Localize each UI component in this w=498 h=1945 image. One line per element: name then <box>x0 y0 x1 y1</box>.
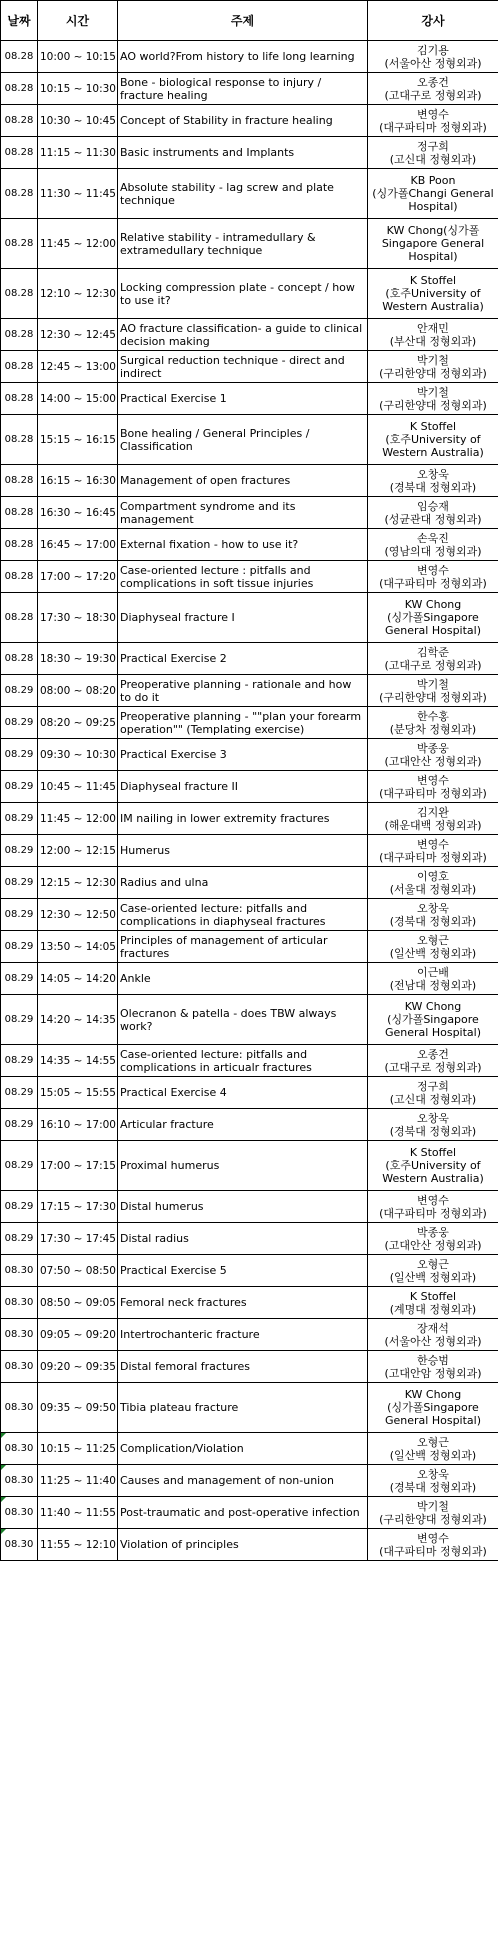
lecturer-cell: 박기철 (구리한양대 정형외과) <box>368 1497 498 1529</box>
lecturer-cell: 정구희 (고신대 정형외과) <box>368 1077 498 1109</box>
table-row <box>1 1109 498 1141</box>
time-cell: 17:30 ~ 17:45 <box>38 1223 118 1255</box>
table-row <box>1 835 498 867</box>
lecturer-cell: 손욱진 (영남의대 정형외과) <box>368 529 498 561</box>
time-cell: 14:35 ~ 14:55 <box>38 1045 118 1077</box>
header-topic: 주제 <box>118 1 368 41</box>
date-cell: 08.29 <box>1 771 38 803</box>
table-row <box>1 1383 498 1433</box>
lecturer-cell: KW Chong (싱가폴Singapore General Hospital) <box>368 1383 498 1433</box>
lecturer-cell: KW Chong (싱가폴Singapore General Hospital) <box>368 593 498 643</box>
time-cell: 12:00 ~ 12:15 <box>38 835 118 867</box>
date-cell: 08.29 <box>1 1045 38 1077</box>
lecturer-cell: K Stoffel (호주University of Western Australia) <box>368 415 498 465</box>
table-body <box>1 41 498 1561</box>
table-row <box>1 771 498 803</box>
lecturer-cell: K Stoffel (호주University of Western Australia) <box>368 269 498 319</box>
time-cell: 15:05 ~ 15:55 <box>38 1077 118 1109</box>
table-header <box>1 1 498 41</box>
time-cell: 17:00 ~ 17:15 <box>38 1141 118 1191</box>
topic-cell: Absolute stability - lag screw and plate technique <box>118 169 368 219</box>
lecturer-cell: 김학준 (고대구로 정형외과) <box>368 643 498 675</box>
topic-cell: Intertrochanteric fracture <box>118 1319 368 1351</box>
table-row <box>1 1223 498 1255</box>
time-cell: 08:00 ~ 08:20 <box>38 675 118 707</box>
date-cell: 08.29 <box>1 835 38 867</box>
lecturer-cell: KW Chong (싱가폴Singapore General Hospital) <box>368 995 498 1045</box>
time-cell: 11:40 ~ 11:55 <box>38 1497 118 1529</box>
date-cell: 08.30 <box>1 1433 38 1465</box>
topic-cell: Practical Exercise 2 <box>118 643 368 675</box>
time-cell: 12:10 ~ 12:30 <box>38 269 118 319</box>
table-row <box>1 137 498 169</box>
time-cell: 09:20 ~ 09:35 <box>38 1351 118 1383</box>
topic-cell: AO world?From history to life long learning <box>118 41 368 73</box>
time-cell: 12:30 ~ 12:50 <box>38 899 118 931</box>
table-row <box>1 465 498 497</box>
table-row <box>1 319 498 351</box>
topic-cell: Post-traumatic and post-operative infection <box>118 1497 368 1529</box>
lecturer-cell: 안재민 (부산대 정형외과) <box>368 319 498 351</box>
time-cell: 11:45 ~ 12:00 <box>38 803 118 835</box>
date-cell: 08.29 <box>1 867 38 899</box>
time-cell: 11:15 ~ 11:30 <box>38 137 118 169</box>
time-cell: 12:30 ~ 12:45 <box>38 319 118 351</box>
topic-cell: Relative stability - intramedullary & extramedullary technique <box>118 219 368 269</box>
table-row <box>1 1077 498 1109</box>
date-cell: 08.28 <box>1 137 38 169</box>
header-time: 시간 <box>38 1 118 41</box>
lecturer-cell: 한승범 (고대안암 정형외과) <box>368 1351 498 1383</box>
date-cell: 08.29 <box>1 1191 38 1223</box>
topic-cell: Ankle <box>118 963 368 995</box>
cell-comment-marker <box>1 1433 6 1438</box>
time-cell: 16:10 ~ 17:00 <box>38 1109 118 1141</box>
lecturer-cell: K Stoffel (계명대 정형외과) <box>368 1287 498 1319</box>
date-cell: 08.30 <box>1 1465 38 1497</box>
table-row <box>1 1319 498 1351</box>
table-row <box>1 529 498 561</box>
topic-cell: External fixation - how to use it? <box>118 529 368 561</box>
topic-cell: Violation of principles <box>118 1529 368 1561</box>
table-row <box>1 739 498 771</box>
date-cell: 08.29 <box>1 995 38 1045</box>
topic-cell: Locking compression plate - concept / how to use it? <box>118 269 368 319</box>
table-row <box>1 415 498 465</box>
lecturer-cell: 변영수 (대구파티마 정형외과) <box>368 835 498 867</box>
date-cell: 08.29 <box>1 963 38 995</box>
time-cell: 15:15 ~ 16:15 <box>38 415 118 465</box>
topic-cell: Concept of Stability in fracture healing <box>118 105 368 137</box>
topic-cell: Diaphyseal fracture II <box>118 771 368 803</box>
date-cell: 08.29 <box>1 803 38 835</box>
date-cell: 08.28 <box>1 351 38 383</box>
topic-cell: Bone healing / General Principles / Classification <box>118 415 368 465</box>
table-row <box>1 643 498 675</box>
table-row <box>1 1141 498 1191</box>
table-row <box>1 1287 498 1319</box>
lecturer-cell: 박종웅 (고대안산 정형외과) <box>368 1223 498 1255</box>
topic-cell: AO fracture classification- a guide to clinical decision making <box>118 319 368 351</box>
table-row <box>1 497 498 529</box>
lecturer-cell: 한수홍 (분당차 정형외과) <box>368 707 498 739</box>
table-row <box>1 899 498 931</box>
date-cell: 08.29 <box>1 1109 38 1141</box>
date-cell: 08.30 <box>1 1497 38 1529</box>
table-row <box>1 707 498 739</box>
date-cell: 08.28 <box>1 643 38 675</box>
date-cell: 08.28 <box>1 465 38 497</box>
lecturer-cell: 김기용 (서울아산 정형외과) <box>368 41 498 73</box>
lecturer-cell: 오창욱 (경북대 정형외과) <box>368 465 498 497</box>
time-cell: 18:30 ~ 19:30 <box>38 643 118 675</box>
lecturer-cell: 김지완 (해운대백 정형외과) <box>368 803 498 835</box>
date-cell: 08.28 <box>1 593 38 643</box>
topic-cell: Articular fracture <box>118 1109 368 1141</box>
topic-cell: Case-oriented lecture: pitfalls and complications in articualr fractures <box>118 1045 368 1077</box>
date-cell: 08.30 <box>1 1351 38 1383</box>
date-cell: 08.29 <box>1 675 38 707</box>
time-cell: 11:45 ~ 12:00 <box>38 219 118 269</box>
table-row <box>1 219 498 269</box>
time-cell: 11:55 ~ 12:10 <box>38 1529 118 1561</box>
date-cell: 08.30 <box>1 1319 38 1351</box>
time-cell: 16:45 ~ 17:00 <box>38 529 118 561</box>
time-cell: 10:15 ~ 11:25 <box>38 1433 118 1465</box>
table-row <box>1 1351 498 1383</box>
topic-cell: Preoperative planning - rationale and how to do it <box>118 675 368 707</box>
lecturer-cell: 오종건 (고대구로 정형외과) <box>368 73 498 105</box>
topic-cell: Surgical reduction technique - direct and indirect <box>118 351 368 383</box>
table-row <box>1 803 498 835</box>
lecturer-cell: 임승재 (성균관대 정형외과) <box>368 497 498 529</box>
table-row <box>1 1255 498 1287</box>
lecturer-cell: 오형근 (일산백 정형외과) <box>368 1433 498 1465</box>
table-row <box>1 995 498 1045</box>
table-row <box>1 593 498 643</box>
topic-cell: Practical Exercise 3 <box>118 739 368 771</box>
lecturer-cell: 오창욱 (경북대 정형외과) <box>368 899 498 931</box>
time-cell: 09:05 ~ 09:20 <box>38 1319 118 1351</box>
table-row <box>1 561 498 593</box>
time-cell: 09:30 ~ 10:30 <box>38 739 118 771</box>
table-row <box>1 269 498 319</box>
lecturer-cell: 오창욱 (경북대 정형외과) <box>368 1109 498 1141</box>
table-row <box>1 383 498 415</box>
time-cell: 16:30 ~ 16:45 <box>38 497 118 529</box>
lecturer-cell: KB Poon (싱가폴Changi General Hospital) <box>368 169 498 219</box>
lecturer-cell: 변영수 (대구파티마 정형외과) <box>368 105 498 137</box>
time-cell: 09:35 ~ 09:50 <box>38 1383 118 1433</box>
time-cell: 12:15 ~ 12:30 <box>38 867 118 899</box>
table-row <box>1 351 498 383</box>
header-date: 날짜 <box>1 1 38 41</box>
table-row <box>1 675 498 707</box>
topic-cell: Complication/Violation <box>118 1433 368 1465</box>
topic-cell: Distal humerus <box>118 1191 368 1223</box>
time-cell: 12:45 ~ 13:00 <box>38 351 118 383</box>
time-cell: 14:05 ~ 14:20 <box>38 963 118 995</box>
topic-cell: Preoperative planning - ""plan your forearm operation"" (Templating exercise) <box>118 707 368 739</box>
date-cell: 08.28 <box>1 415 38 465</box>
date-cell: 08.29 <box>1 739 38 771</box>
lecturer-cell: 장재석 (서울아산 정형외과) <box>368 1319 498 1351</box>
time-cell: 14:00 ~ 15:00 <box>38 383 118 415</box>
table-row <box>1 1497 498 1529</box>
time-cell: 07:50 ~ 08:50 <box>38 1255 118 1287</box>
table-row <box>1 169 498 219</box>
time-cell: 14:20 ~ 14:35 <box>38 995 118 1045</box>
time-cell: 08:20 ~ 09:25 <box>38 707 118 739</box>
table-row <box>1 1191 498 1223</box>
date-cell: 08.30 <box>1 1255 38 1287</box>
time-cell: 17:30 ~ 18:30 <box>38 593 118 643</box>
table-row <box>1 963 498 995</box>
time-cell: 10:45 ~ 11:45 <box>38 771 118 803</box>
time-cell: 16:15 ~ 16:30 <box>38 465 118 497</box>
table-row <box>1 1045 498 1077</box>
table-row <box>1 867 498 899</box>
time-cell: 08:50 ~ 09:05 <box>38 1287 118 1319</box>
lecturer-cell: 오형근 (일산백 정형외과) <box>368 1255 498 1287</box>
topic-cell: Practical Exercise 5 <box>118 1255 368 1287</box>
topic-cell: Distal femoral fractures <box>118 1351 368 1383</box>
date-cell: 08.28 <box>1 529 38 561</box>
date-cell: 08.30 <box>1 1383 38 1433</box>
time-cell: 13:50 ~ 14:05 <box>38 931 118 963</box>
date-cell: 08.28 <box>1 41 38 73</box>
topic-cell: Femoral neck fractures <box>118 1287 368 1319</box>
time-cell: 10:00 ~ 10:15 <box>38 41 118 73</box>
cell-comment-marker <box>1 1529 6 1534</box>
time-cell: 11:30 ~ 11:45 <box>38 169 118 219</box>
lecturer-cell: 박종웅 (고대안산 정형외과) <box>368 739 498 771</box>
topic-cell: Basic instruments and Implants <box>118 137 368 169</box>
topic-cell: Compartment syndrome and its management <box>118 497 368 529</box>
header-lecturer: 강사 <box>368 1 498 41</box>
date-cell: 08.28 <box>1 561 38 593</box>
time-cell: 10:15 ~ 10:30 <box>38 73 118 105</box>
date-cell: 08.30 <box>1 1529 38 1561</box>
date-cell: 08.29 <box>1 1141 38 1191</box>
time-cell: 11:25 ~ 11:40 <box>38 1465 118 1497</box>
lecturer-cell: 오종건 (고대구로 정형외과) <box>368 1045 498 1077</box>
table-row <box>1 41 498 73</box>
topic-cell: Tibia plateau fracture <box>118 1383 368 1433</box>
lecturer-cell: 이영호 (서울대 정형외과) <box>368 867 498 899</box>
topic-cell: Causes and management of non-union <box>118 1465 368 1497</box>
lecturer-cell: 오창욱 (경북대 정형외과) <box>368 1465 498 1497</box>
cell-comment-marker <box>1 1465 6 1470</box>
lecturer-cell: 박기철 (구리한양대 정형외과) <box>368 351 498 383</box>
lecturer-cell: 변영수 (대구파티마 정형외과) <box>368 1191 498 1223</box>
cell-comment-marker <box>1 1497 6 1502</box>
date-cell: 08.28 <box>1 219 38 269</box>
lecturer-cell: 변영수 (대구파티마 정형외과) <box>368 561 498 593</box>
date-cell: 08.28 <box>1 497 38 529</box>
table-row <box>1 931 498 963</box>
date-cell: 08.28 <box>1 319 38 351</box>
time-cell: 10:30 ~ 10:45 <box>38 105 118 137</box>
topic-cell: Management of open fractures <box>118 465 368 497</box>
table-row <box>1 73 498 105</box>
date-cell: 08.29 <box>1 707 38 739</box>
topic-cell: Practical Exercise 4 <box>118 1077 368 1109</box>
topic-cell: Case-oriented lecture : pitfalls and complications in soft tissue injuries <box>118 561 368 593</box>
topic-cell: Proximal humerus <box>118 1141 368 1191</box>
time-cell: 17:15 ~ 17:30 <box>38 1191 118 1223</box>
date-cell: 08.28 <box>1 105 38 137</box>
lecturer-cell: 박기철 (구리한양대 정형외과) <box>368 383 498 415</box>
lecturer-cell: 오형근 (일산백 정형외과) <box>368 931 498 963</box>
topic-cell: Distal radius <box>118 1223 368 1255</box>
date-cell: 08.28 <box>1 269 38 319</box>
topic-cell: IM nailing in lower extremity fractures <box>118 803 368 835</box>
topic-cell: Practical Exercise 1 <box>118 383 368 415</box>
lecturer-cell: K Stoffel (호주University of Western Australia) <box>368 1141 498 1191</box>
date-cell: 08.29 <box>1 1223 38 1255</box>
table-row <box>1 1433 498 1465</box>
header-row <box>1 1 498 41</box>
table-row <box>1 1529 498 1561</box>
topic-cell: Radius and ulna <box>118 867 368 899</box>
table-row <box>1 105 498 137</box>
time-cell: 17:00 ~ 17:20 <box>38 561 118 593</box>
lecturer-cell: 변영수 (대구파티마 정형외과) <box>368 771 498 803</box>
date-cell: 08.30 <box>1 1287 38 1319</box>
date-cell: 08.28 <box>1 73 38 105</box>
date-cell: 08.29 <box>1 899 38 931</box>
date-cell: 08.28 <box>1 169 38 219</box>
date-cell: 08.28 <box>1 383 38 415</box>
lecturer-cell: KW Chong(싱가폴 Singapore General Hospital) <box>368 219 498 269</box>
topic-cell: Principles of management of articular fractures <box>118 931 368 963</box>
lecturer-cell: 이근배 (전남대 정형외과) <box>368 963 498 995</box>
topic-cell: Olecranon & patella - does TBW always work? <box>118 995 368 1045</box>
topic-cell: Bone - biological response to injury / fracture healing <box>118 73 368 105</box>
topic-cell: Diaphyseal fracture I <box>118 593 368 643</box>
lecturer-cell: 변영수 (대구파티마 정형외과) <box>368 1529 498 1561</box>
table-row <box>1 1465 498 1497</box>
date-cell: 08.29 <box>1 1077 38 1109</box>
date-cell: 08.29 <box>1 931 38 963</box>
lecturer-cell: 박기철 (구리한양대 정형외과) <box>368 675 498 707</box>
lecturer-cell: 정구희 (고신대 정형외과) <box>368 137 498 169</box>
topic-cell: Humerus <box>118 835 368 867</box>
topic-cell: Case-oriented lecture: pitfalls and complications in diaphyseal fractures <box>118 899 368 931</box>
